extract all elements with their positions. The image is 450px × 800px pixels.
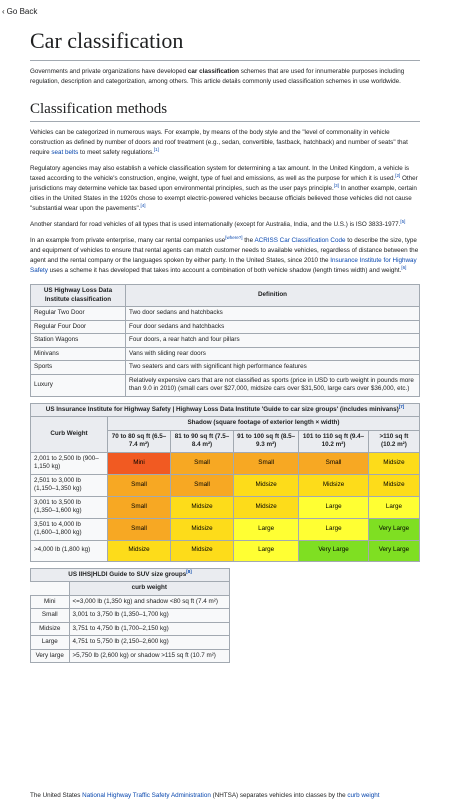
classification-cell: Minivans	[31, 347, 126, 361]
curb-weight-cell: 2,501 to 3,000 lb (1,150–1,350 kg)	[31, 474, 108, 496]
suv-size-label: Mini	[31, 595, 70, 609]
paragraph-3: Another standard for road vehicles of all types that is used internationally (except for Australia, India, and the U.S.) is ISO 3833-1977.[5]	[30, 218, 406, 228]
size-group-cell: Midsize	[299, 474, 369, 496]
classification-cell: Station Wagons	[31, 334, 126, 348]
table2-curb-weight-header: Curb Weight	[31, 417, 108, 453]
size-group-cell: Very Large	[299, 540, 369, 561]
ref-7[interactable]: [7]	[398, 403, 405, 409]
table-row	[31, 595, 230, 609]
suv-size-label: Midsize	[31, 622, 70, 636]
ref-2[interactable]: [2]	[395, 172, 401, 178]
suv-curb-weight-cell: <=3,000 lb (1,350 kg) and shadow <80 sq ft (7.4 m²)	[69, 595, 230, 609]
table-row	[31, 307, 420, 321]
suv-curb-weight-cell: >5,750 lb (2,600 kg) or shadow >115 sq ft (10.7 m²)	[69, 649, 230, 663]
table3-blank-header	[31, 582, 70, 596]
table-row	[31, 496, 420, 518]
size-group-cell: Large	[299, 518, 369, 540]
definition-cell: Two seaters and cars with significant high performance features	[126, 361, 420, 375]
suv-size-label: Very large	[31, 649, 70, 663]
table-row	[31, 452, 420, 474]
curb-weight-link[interactable]: curb weight	[347, 792, 380, 799]
classification-cell: Luxury	[31, 374, 126, 396]
chevron-left-icon: ‹	[2, 7, 5, 16]
table-row	[31, 622, 230, 636]
size-group-cell: Large	[234, 518, 299, 540]
table2-title: US Insurance Institute for Highway Safety | Highway Loss Data Institute 'Guide to car size groups' (includes minivans)[7]	[31, 403, 420, 417]
size-group-cell: Large	[299, 496, 369, 518]
shadow-column-header: >110 sq ft (10.2 m²)	[368, 430, 419, 452]
definition-cell: Relatively expensive cars that are not classified as sports (price in USD to curb weight in pounds more than 9.0 in 2010) (small cars over $27,000, midsize cars over $31,500, large cars over $36,000, etc.)	[126, 374, 420, 396]
definition-cell: Four door sedans and hatchbacks	[126, 320, 420, 334]
size-group-cell: Midsize	[234, 496, 299, 518]
size-group-cell: Midsize	[234, 474, 299, 496]
table-row	[31, 320, 420, 334]
suv-curb-weight-cell: 3,001 to 3,750 lb (1,350–1,700 kg)	[69, 609, 230, 623]
paragraph-2: Regulatory agencies may also establish a vehicle classification system for determining a tax amount. In the United Kingdom, a vehicle is taxed according to the vehicle's construction, engine, weight, type of fuel and emissions, as well as the purpose for which it is used.[2] Other jurisdictions may determine vehicle tax based upon environmental principles, such as the user pays principle.[3] In another example, certain cities in the United States in the 1920s chose to exempt electric-powered vehicles because officials believed those vehicles did not cause "substantial wear upon the pavements".[4]	[30, 165, 418, 212]
table-row	[31, 347, 420, 361]
suv-size-label: Large	[31, 636, 70, 650]
definition-cell: Vans with sliding rear doors	[126, 347, 420, 361]
page-title: Car classification	[30, 28, 420, 61]
shadow-column-header: 101 to 110 sq ft (9.4–10.2 m²)	[299, 430, 369, 452]
ref-6[interactable]: [6]	[401, 264, 407, 270]
table-row	[31, 636, 230, 650]
ref-4[interactable]: [4]	[140, 202, 146, 208]
table1-header-definition: Definition	[126, 285, 420, 307]
size-group-cell: Very Large	[368, 540, 419, 561]
suv-curb-weight-cell: 4,751 to 5,750 lb (2,150–2,600 kg)	[69, 636, 230, 650]
suv-size-groups-table	[30, 568, 230, 664]
size-group-cell: Small	[108, 474, 171, 496]
size-group-cell: Midsize	[171, 518, 234, 540]
section-heading: Classification methods	[30, 101, 420, 122]
definition-cell: Four doors, a rear hatch and four pillars	[126, 334, 420, 348]
top-bar	[0, 0, 450, 24]
size-group-cell: Large	[368, 496, 419, 518]
size-group-cell: Small	[299, 452, 369, 474]
size-group-cell: Small	[108, 496, 171, 518]
ref-3[interactable]: [3]	[333, 182, 339, 188]
size-group-cell: Midsize	[368, 474, 419, 496]
table2-shadow-header: Shadow (square footage of exterior length × width)	[108, 417, 420, 431]
table-row	[31, 474, 420, 496]
ref-8[interactable]: [8]	[186, 568, 192, 574]
intro-paragraph: Governments and private organizations have developed car classification schemes that are used for innumerable purposes including regulation, description and categorization, among others. This article details commonly used classification schemes in use worldwide.	[30, 68, 405, 85]
paragraph-1: Vehicles can be categorized in numerous ways. For example, by means of the body style and the "level of commonality in vehicle construction as defined by number of doors and roof treatment (e.g., sedan, convertible, fastback, hatchback) and number of seats" that require seat belts to meet safety regulations.[1]	[30, 129, 408, 156]
go-back-button[interactable]	[2, 7, 37, 16]
suv-size-label: Small	[31, 609, 70, 623]
table3-curb-weight-header: curb weight	[69, 582, 230, 596]
size-group-cell: Midsize	[171, 496, 234, 518]
size-group-cell: Large	[234, 540, 299, 561]
curb-weight-cell: >4,000 lb (1,800 kg)	[31, 540, 108, 561]
size-group-cell: Small	[234, 452, 299, 474]
table-row	[31, 374, 420, 396]
classification-cell: Sports	[31, 361, 126, 375]
footer-paragraph: The United States National Highway Traffic Safety Administration (NHTSA) separates vehicles into classes by the curb weight	[30, 792, 380, 799]
size-group-cell: Very Large	[368, 518, 419, 540]
curb-weight-cell: 3,501 to 4,000 lb (1,600–1,800 kg)	[31, 518, 108, 540]
size-group-cell: Small	[171, 474, 234, 496]
suv-curb-weight-cell: 3,751 to 4,750 lb (1,700–2,150 kg)	[69, 622, 230, 636]
classification-cell: Regular Four Door	[31, 320, 126, 334]
acriss-link[interactable]: ACRISS Car Classification Code	[254, 237, 346, 244]
definition-cell: Two door sedans and hatchbacks	[126, 307, 420, 321]
table1-header-classification: US Highway Loss Data Institute classification	[31, 285, 126, 307]
table-row	[31, 540, 420, 561]
size-group-cell: Small	[108, 518, 171, 540]
hldi-classification-table	[30, 284, 420, 397]
table-row	[31, 609, 230, 623]
seat-belts-link[interactable]: seat belts	[51, 149, 79, 156]
iihs-link[interactable]: Insurance Institute for Highway Safety	[30, 257, 417, 274]
table-row	[31, 649, 230, 663]
table3-title: US IIHS|HLDI Guide to SUV size groups[8]	[31, 568, 230, 582]
table-row	[31, 518, 420, 540]
size-group-cell: Mini	[108, 452, 171, 474]
size-group-cell: Midsize	[108, 540, 171, 561]
car-size-groups-table	[30, 403, 420, 562]
nhtsa-link[interactable]: National Highway Traffic Safety Administration	[82, 792, 211, 799]
where-tag[interactable]: [where?]	[225, 234, 243, 240]
size-group-cell: Midsize	[171, 540, 234, 561]
article-content	[30, 26, 420, 663]
shadow-column-header: 91 to 100 sq ft (8.5–9.3 m²)	[234, 430, 299, 452]
ref-5[interactable]: [5]	[400, 218, 406, 224]
ref-1[interactable]: [1]	[153, 146, 159, 152]
table-row	[31, 334, 420, 348]
go-back-label: Go Back	[6, 7, 38, 16]
curb-weight-cell: 2,001 to 2,500 lb (900–1,150 kg)	[31, 452, 108, 474]
paragraph-4: In an example from private enterprise, many car rental companies use[where?] the ACRISS Car Classification Code to describe the size, type and equipment of vehicles to ensure that rental agents can match customer needs to available vehicles, regardless of distance between the agent and the rental company or the languages spoken by either party. In the United States, since 2010 the Insurance Institute for Highway Safety uses a scheme it has developed that takes into account a combination of both vehicle shadow (length times width) and weight.[6]	[30, 234, 419, 274]
size-group-cell: Small	[171, 452, 234, 474]
table-row	[31, 361, 420, 375]
size-group-cell: Midsize	[368, 452, 419, 474]
classification-cell: Regular Two Door	[31, 307, 126, 321]
curb-weight-cell: 3,001 to 3,500 lb (1,350–1,600 kg)	[31, 496, 108, 518]
shadow-column-header: 81 to 90 sq ft (7.5–8.4 m²)	[171, 430, 234, 452]
shadow-column-header: 70 to 80 sq ft (6.5–7.4 m²)	[108, 430, 171, 452]
